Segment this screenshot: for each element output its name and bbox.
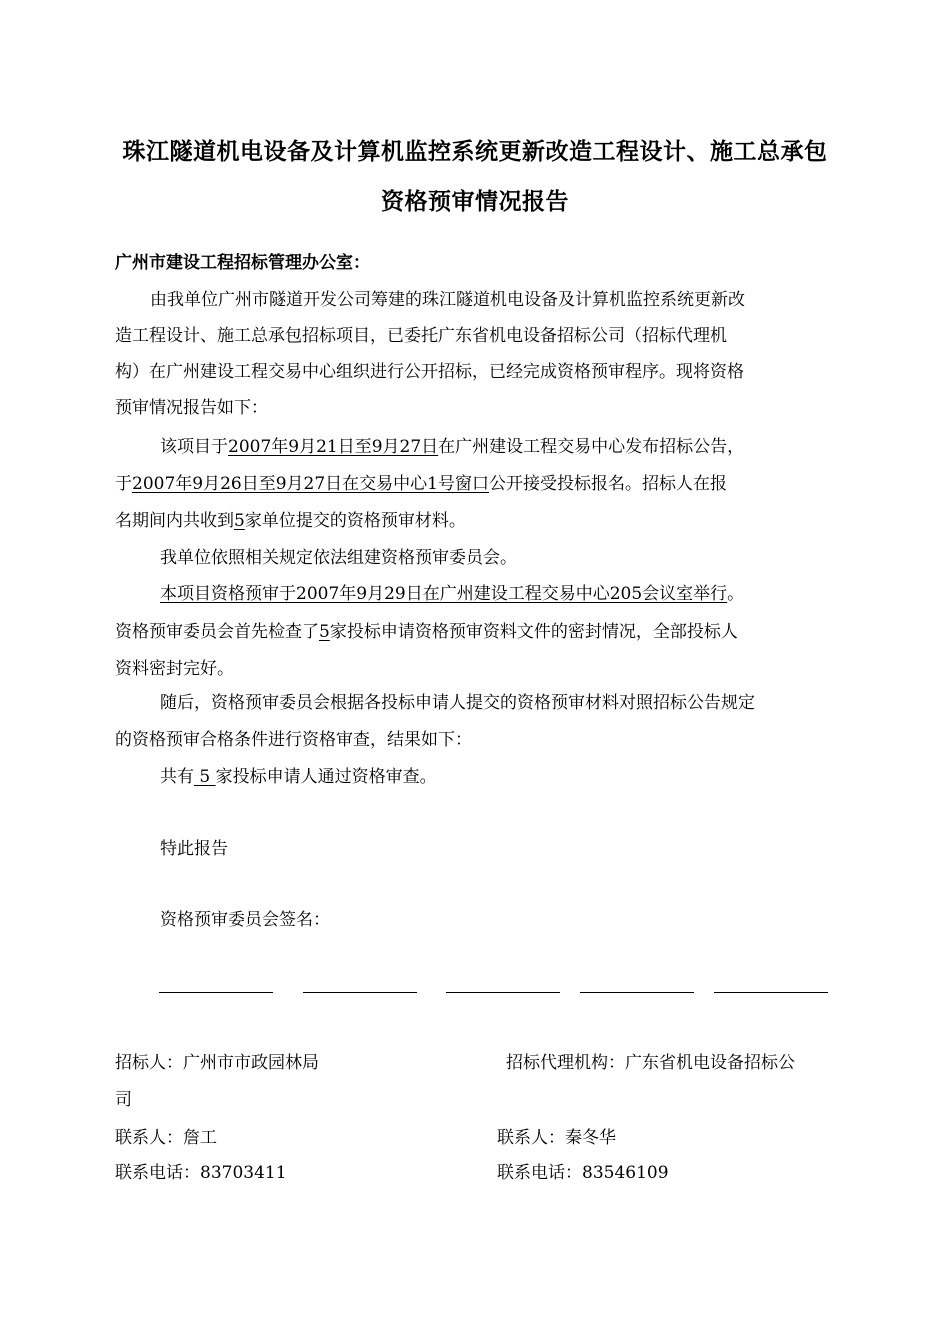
tenderer-phone: 联系电话：83703411 bbox=[115, 1163, 287, 1183]
signature-label: 资格预审委员会签名： bbox=[160, 910, 330, 930]
signature-line bbox=[580, 992, 694, 993]
signature-line bbox=[303, 992, 417, 993]
committee-formation: 我单位依照相关规定依法组建资格预审委员会。 bbox=[160, 548, 517, 568]
passed-count: 5 bbox=[194, 767, 216, 787]
result-line-1: 随后，资格预审委员会根据各投标申请人提交的资格预审材料对照招标公告规定 bbox=[160, 693, 755, 713]
tenderer-contact: 联系人：詹工 bbox=[115, 1128, 217, 1148]
announcement-line-2 bbox=[115, 469, 727, 494]
report-title-line-2: 资格预审情况报告 bbox=[381, 188, 569, 215]
review-line-2 bbox=[115, 617, 738, 642]
signature-line bbox=[446, 992, 560, 993]
text: 家单位提交的资格预审材料。 bbox=[244, 511, 466, 531]
review-line-3: 资料密封完好。 bbox=[115, 659, 234, 679]
announcement-period: 2007年9月21日至9月27日 bbox=[228, 437, 439, 457]
intro-line-4: 预审情况报告如下： bbox=[115, 398, 268, 418]
text: 在广州建设工程交易中心发布招标公告， bbox=[438, 437, 745, 457]
agent-name-wrap: 司 bbox=[115, 1090, 132, 1110]
review-meeting: 本项目资格预审于2007年9月29日在广州建设工程交易中心205会议室举行 bbox=[160, 584, 728, 604]
intro-line-1: 由我单位广州市隧道开发公司筹建的珠江隧道机电设备及计算机监控系统更新改 bbox=[150, 290, 745, 310]
text: 名期间内共收到 bbox=[115, 511, 234, 531]
signature-line bbox=[714, 992, 828, 993]
addressee: 广州市建设工程招标管理办公室： bbox=[115, 253, 370, 273]
intro-line-2: 造工程设计、施工总承包招标项目，已委托广东省机电设备招标公司（招标代理机 bbox=[115, 326, 727, 346]
announcement-line-3 bbox=[115, 506, 466, 531]
text: 资格预审委员会首先检查了 bbox=[115, 622, 319, 642]
text: 于 bbox=[115, 474, 132, 494]
agent-phone: 联系电话：83546109 bbox=[497, 1163, 669, 1183]
agent-contact: 联系人：秦冬华 bbox=[497, 1128, 616, 1148]
text: 共有 bbox=[160, 767, 194, 787]
result-line-2: 的资格预审合格条件进行资格审查，结果如下： bbox=[115, 730, 472, 750]
registration-period: 2007年9月26日至9月27日在交易中心1号窗口 bbox=[132, 474, 489, 494]
passed-count-line bbox=[160, 762, 437, 787]
text: 公开接受投标报名。招标人在报 bbox=[488, 474, 727, 494]
signature-line bbox=[159, 992, 273, 993]
text: 。 bbox=[727, 584, 745, 604]
tenderer-name: 招标人：广州市市政园林局 bbox=[115, 1053, 319, 1073]
sealed-count: 5 bbox=[319, 622, 330, 642]
text: 该项目于 bbox=[160, 437, 228, 457]
announcement-line-1 bbox=[160, 432, 744, 457]
text: 家投标申请人通过资格审查。 bbox=[215, 767, 437, 787]
review-line-1 bbox=[160, 579, 744, 604]
report-title-line-1: 珠江隧道机电设备及计算机监控系统更新改造工程设计、施工总承包 bbox=[122, 138, 828, 165]
closing-remark: 特此报告 bbox=[160, 839, 228, 859]
agent-name: 招标代理机构：广东省机电设备招标公 bbox=[506, 1053, 795, 1073]
text: 家投标申请资格预审资料文件的密封情况，全部投标人 bbox=[329, 622, 738, 642]
applicant-count: 5 bbox=[234, 511, 245, 531]
intro-line-3: 构）在广州建设工程交易中心组织进行公开招标，已经完成资格预审程序。现将资格 bbox=[115, 362, 744, 382]
